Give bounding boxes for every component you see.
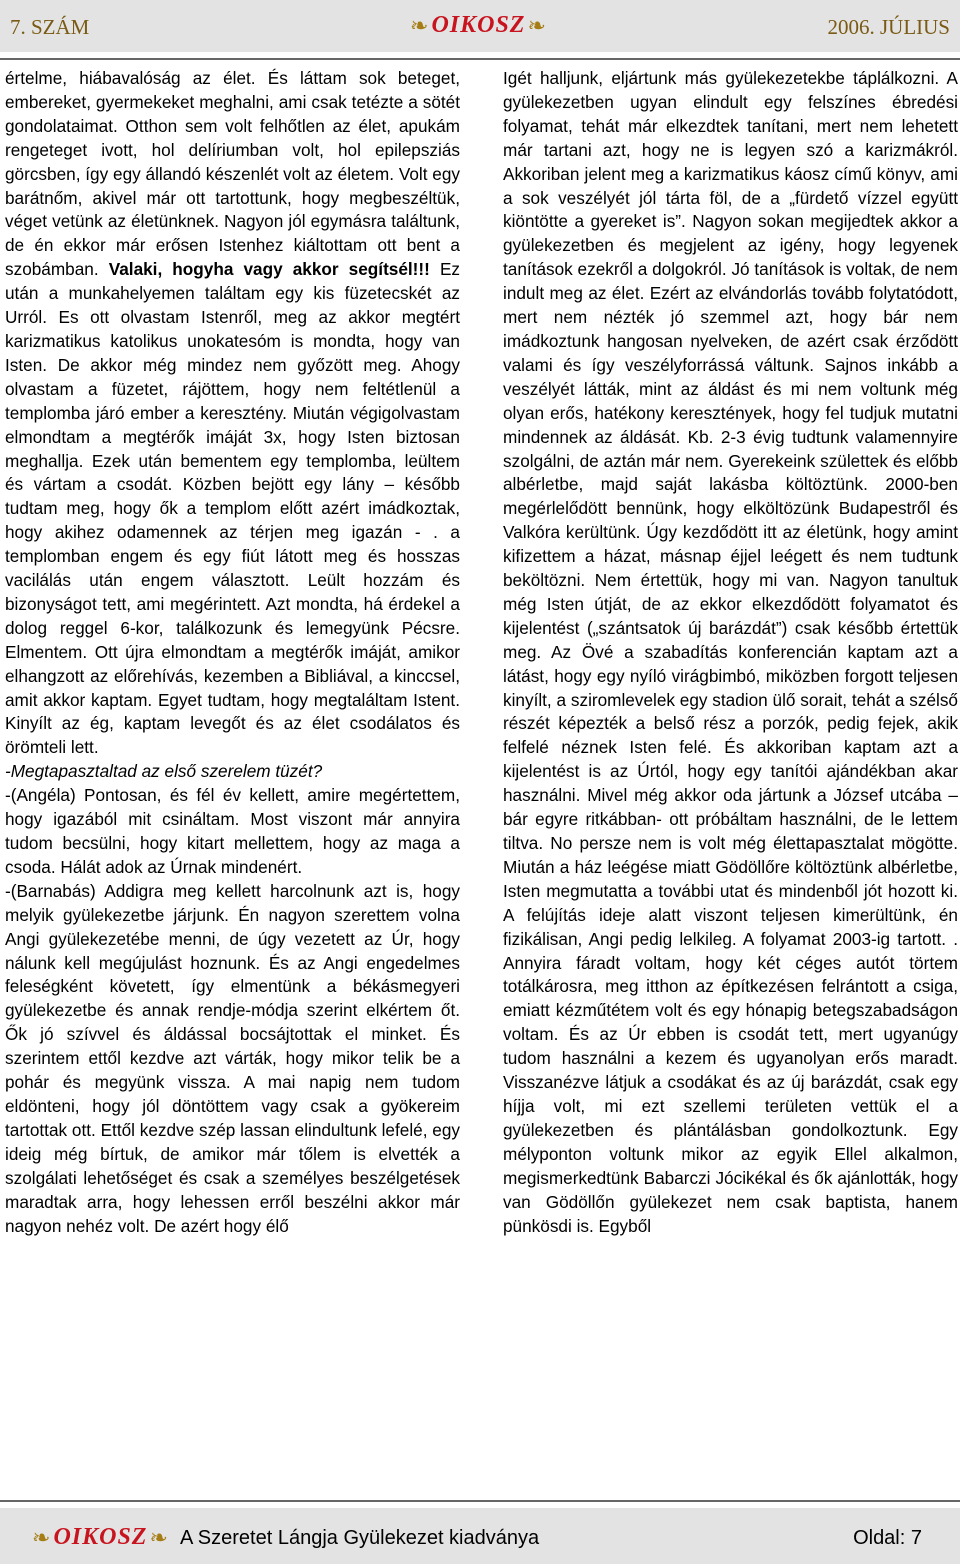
right-column bbox=[503, 67, 958, 1238]
left-column bbox=[5, 67, 460, 1238]
paragraph: Igét halljunk, eljártunk más gyülekezetekbe táplálkozni. A gyülekezetben ugyan elindult egy felszínes ébredési folyamat, tehát már elkezdtek tanítani, mert nem lehetett már tartani azt, hogy ne is legyen szó a karizmákról. Akkoriban jelent meg a karizmatikus káosz című könyv, ami a sok veszélyét jól tárta föl, de a „fürdető vízzel együtt kiöntötte a gyereket is”. Nagyon sokan megijedtek akkor a gyülekezetben és megjelent az igény, hogy legyenek tanítások ezekről a dolgokról. Jó tanítások is voltak, de nem indult meg az élet. Ezért az elvándorlás tovább folytatódott, mert nem nézték jó szemmel azt, hogy bár nem imádkoztunk hangosan nyelveken, de azért csak érződött valami és így veszélyforrássá váltunk. Sajnos inkább a veszélyét látták, mint az áldást és mi nem voltunk még olyan erős, hatékony keresztények, hogy fel tudjuk mutatni mindennek az áldását. Kb. 2-3 évig tudtunk valamennyire szolgálni, de aztán már nem. Gyerekeink születtek és előbb albérletbe, majd saját lakásba költöztünk. 2000-ben megérlelődött bennünk, hogy elköltözünk Budapestről és Valkóra kerültünk. Úgy kezdődött itt az életünk, hogy amint kifizettem a házat, másnap éjjel leégett és nem tudtunk beköltözni. Nem értettük, hogy mi van. Nagyon tanultuk még Isten útját, de az ekkor elkezdődött folyamatot és kijelentést („szántsatok új barázdát”) csak később értettük meg. Az Övé a szabadítás konferencián kaptam azt a látást, hogy egy nyíló virágbimbó, miközben forgott teljesen kinyílt, a sziromlevelek egy stadion ülő sorait, tehát a szélső részét képezték a belső rész a porzók, pedig fejek, akik felfelé néznek Isten felé. És akkoriban kaptam azt a kijelentést is az Úrtól, hogy egy tanítói ajándékban akar használni. Mivel még akkor oda jártunk a József utcába – bár egyre ritkábban- ott próbáltam használni, de le lettem tiltva. No persze nem is volt még élettapasztalat mögötte. Miután a ház leégése miatt Gödöllőre költöztünk albérletbe, Isten megmutatta a további utat és mindenből jót hozott ki. A felújítás ideje alatt viszont teljesen kimerültünk, én fizikálisan, Angi pedig lelkileg. A folyamat 2003-ig tartott. . Annyira fáradt voltam, hogy két céges autót törtem totálkárosra, meg itthon az építkezésen felrántott a csiga, emiatt kézműtétem volt és egy hónapig betegszabadságon voltam. És az Úr ebben is csodát tett, mert ugyanúgy tudom használni a kezem és ugyanolyan erős maradt. Visszanézve látjuk a csodákat és az új barázdát, csak egy híjja volt, mi ezt szellemi területen vettük el a gyülekezetben és plántálásban gondolkoztunk. Egy mélyponton voltunk mikor az egyik Ellel alkalmon, megismerkedtünk Babarczi Jócikékal és ők ajánlották, hogy van Gödöllőn gyülekezet nem csak baptista, hanem pünkösdi is. Egyből bbox=[503, 68, 958, 1236]
issue-number: 7. SZÁM bbox=[10, 15, 90, 39]
logo-text: OIKOSZ bbox=[53, 1524, 148, 1550]
page-number: Oldal: 7 bbox=[853, 1527, 922, 1549]
ichthys-fish-icon: ❧ bbox=[32, 1524, 52, 1550]
ichthys-fish-icon: ❧ bbox=[527, 12, 547, 38]
body-text: Ez után a munkahelyemen találtam egy kis füzetecskét az Urról. Es ott olvastam Istenről, meg az akkor megtért karizmatikus katolikus unokatesóm is mondta, hogy van Isten. De akkor még mindez nem győzött meg. Ahogy olvastam a füzetet, rájöttem, hogy nem feltétlenül a templomba járó ember a keresztény. Miután végigolvastam elmondtam a megtérők imáját 3x, hogy Isten biztosan meghallja. Ezek után bementem egy templomba, leültem és vártam a csodát. Közben bejött egy lány – később tudtam meg, hogy ők a templom előtt azért imádkoztak, hogy akihez odamennek az térjen meg igazán - . a templomban engem és egy fiút látott meg és hosszas vacilálás után engem választott. Leült hozzám és bizonyságot tett, ami megérintett. Azt mondta, há érdekel a dolog reggel 6-kor, találkozunk és lemegyünk Pécsre. Elmentem. Ott újra elmondtam a megtérők imáját, amikor elhangzott az előrehívás, kezemben a Bibliával, a kinccsel, amit akkor kaptam. Egyet tudtam, hogy megtaláltam Istent. Kinyílt az ég, kaptam levegőt és az élet csodálatos és örömteli lett. bbox=[5, 259, 460, 758]
ichthys-fish-icon: ❧ bbox=[410, 12, 430, 38]
page-footer bbox=[0, 1508, 960, 1564]
page-header bbox=[0, 0, 960, 52]
body-text: értelme, hiábavalóság az élet. És láttam sok beteget, embereket, gyermekeket meghalni, ami csak tetézte a sötét gondolataimat. Otthon sem volt felhőtlen az élet, apukám rengeteget ivott, hol delíriumban volt, hol epilepsziás görcsben, így egy állandó készenlét volt az életem. Volt egy barátnőm, akivel már ott tartottunk, hogy megbeszéltük, véget vetünk az életünknek. Nagyon jól egymásra találtunk, de én ekkor már erősen Istenhez kiáltottam ott bent a szobámban. bbox=[5, 68, 460, 280]
paragraph: -(Angéla) Pontosan, és fél év kellett, amire megértettem, hogy igazából mit csináltam. Most viszont már annyira tudom becsülni, hogy kitart mellettem, hogy az maga a csoda. Hálát adok az Úrnak mindenért. bbox=[5, 785, 460, 877]
paragraph: -(Barnabás) Addigra meg kellett harcolnunk azt is, hogy melyik gyülekezetbe járjunk. Én nagyon szerettem volna Angi gyülekezetébe menni, de úgy vezetett az Úr, hogy nálunk kell megújulást hoznunk. És az Angi engedelmes feleségként követett, így elmentünk a békásmegyeri gyülekezetbe és annak rendje-módja szerint elkértem őt. Ők jó szívvel és áldással bocsájtottak el minket. És szerintem ettől kezdve azt várták, hogy mikor telik be a pohár és megyünk vissza. A mai napig nem tudom eldönteni, hogy jól döntöttem vagy csak a gyökereim tartottak ott. Ettől kezdve szép lassan elindultunk lefelé, egy ideig még bírtuk, de amikor már tőlem is elvették a szolgálati lehetőséget és csak a személyes beszélgetések maradtak arra, hogy lehessen erről beszélni akkor már nagyon nehéz volt. De azért hogy élő bbox=[5, 880, 460, 1236]
paragraph bbox=[5, 67, 460, 760]
issue-date: 2006. JÚLIUS bbox=[827, 15, 950, 39]
oikosz-logo bbox=[32, 1524, 169, 1551]
publisher-line: A Szeretet Lángja Gyülekezet kiadványa bbox=[180, 1527, 540, 1549]
logo-text: OIKOSZ bbox=[431, 12, 526, 38]
interview-question: -Megtapasztaltad az első szerelem tüzét? bbox=[5, 761, 323, 782]
header-divider bbox=[0, 58, 960, 60]
oikosz-logo bbox=[410, 12, 547, 39]
footer-divider bbox=[0, 1500, 960, 1502]
bold-quote: Valaki, hogyha vagy akkor segítsél!!! bbox=[108, 259, 430, 280]
ichthys-fish-icon: ❧ bbox=[149, 1524, 169, 1550]
